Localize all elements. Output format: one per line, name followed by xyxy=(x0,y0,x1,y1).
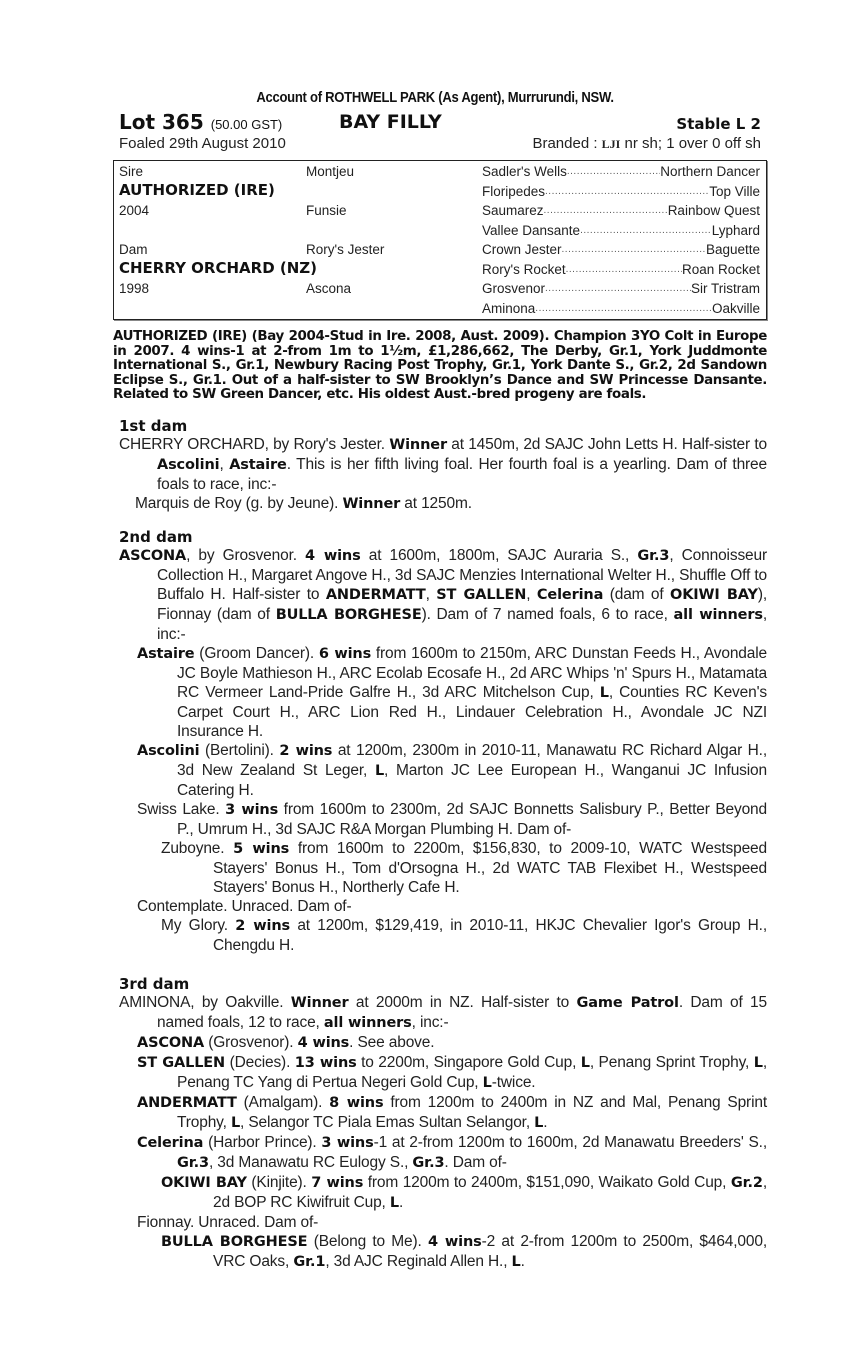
text-run: ). Dam of 7 named foals, 6 to race, xyxy=(421,605,674,623)
gp-left: Vallee Dansante xyxy=(482,222,581,238)
bold-text-run: Gr.2 xyxy=(730,1174,763,1191)
text-run: ), Fionnay (dam of xyxy=(157,585,767,623)
sire-sire: Montjeu xyxy=(306,164,355,179)
progeny-entry-bulla-borghese xyxy=(113,1232,767,1272)
sire-name: AUTHORIZED (IRE) xyxy=(119,181,275,199)
brand-mark: LJI xyxy=(601,137,621,151)
bold-text-run: BULLA BORGHESE xyxy=(161,1233,308,1250)
progeny-entry-celerina xyxy=(113,1133,767,1173)
progeny-entry-zuboyne xyxy=(113,839,767,897)
grandparent-row xyxy=(482,240,760,260)
bold-text-run: L xyxy=(599,684,609,701)
text-run: , xyxy=(219,455,230,473)
text-run: , xyxy=(425,585,437,603)
lot-number xyxy=(119,110,282,137)
sire-label: Sire xyxy=(119,164,144,179)
leader-dots xyxy=(567,162,660,182)
gp-left: Crown Jester xyxy=(482,242,562,257)
bold-text-run: Gr.1 xyxy=(293,1253,326,1270)
bold-text-run: 3 wins xyxy=(225,801,279,818)
bold-text-run: all winners xyxy=(673,606,763,623)
progeny-entry-okiwi-bay xyxy=(113,1173,767,1213)
text-run: . Dam of- xyxy=(444,1153,507,1171)
second-dam-paragraph xyxy=(113,546,767,644)
text-run: , Penang Sprint Trophy, xyxy=(589,1053,754,1071)
text-run: , 3d Manawatu RC Eulogy S., xyxy=(208,1153,413,1171)
leader-dots xyxy=(580,221,712,241)
bold-text-run: all winners xyxy=(323,1014,412,1031)
stable-location: Stable L 2 xyxy=(676,115,761,133)
leader-dots xyxy=(544,201,668,221)
text-run: , inc:- xyxy=(157,605,767,643)
text-run: , 3d AJC Reginald Allen H., xyxy=(325,1252,512,1270)
vendor-account: Account of ROTHWELL PARK (As Agent), Murrurundi, NSW. xyxy=(256,90,614,106)
text-run: Marquis de Roy (g. by Jeune). xyxy=(135,494,343,512)
bold-text-run: ST GALLEN xyxy=(436,586,527,603)
text-run: (Kinjite). xyxy=(246,1173,312,1191)
text-run: at 1600m, 1800m, SAJC Auraria S., xyxy=(360,546,638,564)
sire-summary: AUTHORIZED (IRE) (Bay 2004-Stud in Ire. 2008, Aust. 2009). Champion 3YO Colt in Europe in 2007. 4 wins-1 at 2-from 1m to 1½m, £1,286,662, The Derby, Gr.1, York Juddmonte International S., Gr.1, Newbury Racing Post Trophy, Gr.1, York Dante S., Gr.2, 2d Sandown Eclipse S., Gr.1. Out of a half-sister to SW Brooklyn’s Dance and SW Princesse Dansante. Related to SW Green Dancer, etc. His oldest Aust.-bred progeny are foals. xyxy=(113,329,767,402)
catalogue-page xyxy=(113,88,767,1272)
text-run: My Glory. xyxy=(161,916,236,934)
text-run: Swiss Lake. xyxy=(137,800,226,818)
gp-left: Floripedes xyxy=(482,183,546,199)
lot-header xyxy=(113,110,767,134)
text-run: . xyxy=(543,1113,548,1131)
text-run: -twice. xyxy=(491,1073,536,1091)
text-run: , Penang TC Yang di Pertua Negeri Gold Cup, xyxy=(177,1053,767,1091)
third-dam-heading: 3rd dam xyxy=(119,974,190,993)
progeny-entry-contemplate: Contemplate. Unraced. Dam of- xyxy=(137,897,352,915)
bold-text-run: ASCONA xyxy=(119,547,187,564)
text-run: . This is her fifth living foal. Her fourth foal is a yearling. Dam of three foals to race, inc:- xyxy=(157,455,767,493)
text-run: Zuboyne. xyxy=(161,839,234,857)
gp-left: Aminona xyxy=(482,300,536,316)
text-run: (Decies). xyxy=(225,1053,295,1071)
text-run: at 1200m, 2300m in 2010-11, Manawatu RC Richard Algar H., 3d New Zealand St Leger, xyxy=(177,741,767,779)
bold-text-run: OKIWI BAY xyxy=(670,586,758,603)
bold-text-run: OKIWI BAY xyxy=(161,1174,247,1191)
bold-text-run: 2 wins xyxy=(235,917,290,934)
gst: (50.00 GST) xyxy=(210,117,283,132)
text-run: to 2200m, Singapore Gold Cup, xyxy=(356,1053,581,1071)
text-run: , inc:- xyxy=(411,1013,449,1031)
text-run: , Connoisseur Collection H., Margaret Angove H., 3d SAJC Menzies International Welter H., Shuffle Off to Buffalo H. Half-sister to xyxy=(157,546,768,603)
gp-right: Roan Rocket xyxy=(681,261,760,277)
bold-text-run: Ascolini xyxy=(157,456,220,473)
bold-text-run: 4 wins xyxy=(305,547,361,564)
bold-text-run: 6 wins xyxy=(318,645,372,662)
text-run: from 1200m to 2400m in NZ and Mal, Penang Sprint Trophy, xyxy=(177,1093,767,1131)
dam-label: Dam xyxy=(119,242,148,257)
bold-text-run: L xyxy=(482,1074,492,1091)
grandparent-row xyxy=(482,221,760,241)
text-run: , Marton JC Lee European H., Wanganui JC Infusion Catering H. xyxy=(177,761,767,799)
bold-text-run: 2 wins xyxy=(279,742,333,759)
gp-right: Top Ville xyxy=(709,183,760,199)
grandparent-row xyxy=(482,260,760,280)
bold-text-run: L xyxy=(389,1194,399,1211)
text-run: from 1600m to 2300m, 2d SAJC Bonnetts Salisbury P., Better Beyond P., Umrum H., 3d SAJC R&A Morgan Plumbing H. Dam of- xyxy=(177,800,767,838)
leader-dots xyxy=(562,240,706,260)
text-run: (Amalgam). xyxy=(236,1093,330,1111)
brand-info xyxy=(532,134,761,154)
text-run: , Selangor TC Piala Emas Sultan Selangor, xyxy=(240,1113,535,1131)
progeny-entry-fionnay: Fionnay. Unraced. Dam of- xyxy=(137,1213,319,1231)
bold-text-run: BULLA BORGHESE xyxy=(275,606,422,623)
bold-text-run: Winner xyxy=(389,436,447,453)
leader-dots xyxy=(545,279,691,299)
text-run: (Grosvenor). xyxy=(204,1033,298,1051)
pedigree-table xyxy=(113,160,767,320)
bold-text-run: Gr.3 xyxy=(177,1154,209,1171)
text-run: CHERRY ORCHARD, by Rory's Jester. xyxy=(119,435,390,453)
gp-right: Baguette xyxy=(705,242,760,257)
bold-text-run: 13 wins xyxy=(294,1054,357,1071)
text-run: at 1200m, $129,419, in 2010-11, HKJC Chevalier Igor's Group H., Chengdu H. xyxy=(213,916,767,954)
text-run: . xyxy=(520,1252,525,1270)
progeny-entry-swiss-lake xyxy=(113,800,767,839)
text-run: at 1450m, 2d SAJC John Letts H. Half-sister to xyxy=(446,435,767,453)
progeny-entry xyxy=(113,494,767,514)
bold-text-run: 3 wins xyxy=(321,1134,374,1151)
text-run: -1 at 2-from 1200m to 1600m, 2d Manawatu Breeders' S., xyxy=(373,1133,767,1151)
text-run: (Harbor Prince). xyxy=(203,1133,322,1151)
grandparent-row xyxy=(482,299,760,319)
grandparent-row xyxy=(482,162,760,182)
text-run: , Counties RC Keven's Carpet Court H., ARC Lion Red H., Lindauer Celebration H., Avondale JC NZI Insurance H. xyxy=(177,683,767,740)
sire-year: 2004 xyxy=(119,203,150,218)
progeny-entry-ascolini xyxy=(113,741,767,800)
gp-right: Oakville xyxy=(711,300,760,316)
gp-right: Northern Dancer xyxy=(660,164,760,179)
gp-left: Saumarez xyxy=(482,203,544,218)
bold-text-run: 5 wins xyxy=(233,840,290,857)
text-run: from 1600m to 2200m, $156,830, to 2009-10, WATC Westspeed Stayers' Bonus H., Tom d'Orsogna H., 2d WATC TAB Flexibet H., Westspeed Stayers' Bonus H., Northerly Cafe H. xyxy=(213,839,767,896)
text-run: , xyxy=(526,585,537,603)
grandparent-row xyxy=(482,279,760,299)
bold-text-run: L xyxy=(534,1114,544,1131)
bold-text-run: Game Patrol xyxy=(576,994,679,1011)
first-dam-heading: 1st dam xyxy=(119,416,188,435)
bold-text-run: 4 wins xyxy=(427,1233,482,1250)
dam-name: CHERRY ORCHARD (NZ) xyxy=(119,259,318,277)
dam-sire: Rory's Jester xyxy=(306,242,385,257)
bold-text-run: L xyxy=(753,1054,763,1071)
progeny-entry-st-gallen xyxy=(113,1053,767,1093)
bold-text-run: L xyxy=(511,1253,521,1270)
foal-info xyxy=(113,134,767,154)
bold-text-run: ASCONA xyxy=(137,1034,205,1051)
branded-detail: nr sh; 1 over 0 off sh xyxy=(620,135,761,152)
bold-text-run: L xyxy=(580,1054,590,1071)
text-run: (Groom Dancer). xyxy=(194,644,319,662)
bold-text-run: 8 wins xyxy=(329,1094,384,1111)
bold-text-run: ANDERMATT xyxy=(137,1094,237,1111)
gp-left: Rory's Rocket xyxy=(482,261,566,277)
leader-dots xyxy=(566,260,682,280)
text-run: at 1250m. xyxy=(400,494,472,512)
grandparent-row xyxy=(482,201,760,221)
gp-right: Sir Tristram xyxy=(691,281,760,296)
gp-left: Grosvenor xyxy=(482,281,546,296)
text-run: (dam of xyxy=(603,585,671,603)
second-dam-heading: 2nd dam xyxy=(119,527,193,546)
bold-text-run: ANDERMATT xyxy=(325,586,426,603)
bold-text-run: Celerina xyxy=(536,586,604,603)
bold-text-run: ST GALLEN xyxy=(137,1054,226,1071)
bold-text-run: L xyxy=(230,1114,241,1131)
bold-text-run: 4 wins xyxy=(297,1034,350,1051)
gp-right: Lyphard xyxy=(711,222,760,238)
dam-year: 1998 xyxy=(119,281,150,296)
first-dam-section xyxy=(113,417,767,514)
text-run: . See above. xyxy=(349,1033,435,1051)
text-run: , by Grosvenor. xyxy=(186,546,306,564)
second-dam-section xyxy=(113,528,767,955)
lot-label: Lot 365 xyxy=(119,110,204,134)
text-run: AMINONA, by Oakville. xyxy=(119,993,291,1011)
bold-text-run: Ascolini xyxy=(137,742,200,759)
leader-dots xyxy=(545,182,709,202)
bold-text-run: L xyxy=(374,762,385,779)
dam-dam: Ascona xyxy=(306,281,352,296)
text-run: . xyxy=(398,1193,404,1211)
third-dam-section xyxy=(113,975,767,1272)
text-run: (Bertolini). xyxy=(199,741,280,759)
text-run: from 1600m to 2150m, ARC Dunstan Feeds H., Avondale JC Boyle Mathieson H., ARC Ecolab Ecosafe H., 2d ARC Whips 'n' Spurs H., Matamata RC Vermeer Land-Pride Galfre H., 3d ARC Mitchelson Cup, xyxy=(177,644,768,701)
horse-sex-color: BAY FILLY xyxy=(339,111,442,133)
text-run: from 1200m to 2400m, $151,090, Waikato Gold Cup, xyxy=(363,1173,731,1191)
grandparent-row xyxy=(482,182,760,202)
bold-text-run: Winner xyxy=(342,495,401,512)
third-dam-paragraph xyxy=(113,993,767,1033)
first-dam-paragraph xyxy=(113,435,767,494)
progeny-entry-astaire xyxy=(113,644,767,741)
text-run: (Belong to Me). xyxy=(307,1232,428,1250)
text-run: at 2000m in NZ. Half-sister to xyxy=(348,993,577,1011)
text-run: -2 at 2-from 1200m to 2500m, $464,000, VRC Oaks, xyxy=(213,1232,768,1270)
gp-left: Sadler's Wells xyxy=(482,164,567,179)
bold-text-run: 7 wins xyxy=(311,1174,364,1191)
sire-dam: Funsie xyxy=(306,203,347,218)
bold-text-run: Celerina xyxy=(137,1134,204,1151)
text-run: . Dam of 15 named foals, 12 to race, xyxy=(157,993,767,1031)
bold-text-run: Astaire xyxy=(229,456,287,473)
bold-text-run: Astaire xyxy=(137,645,195,662)
bold-text-run: Gr.3 xyxy=(637,547,670,564)
progeny-entry-andermatt xyxy=(113,1093,767,1133)
bold-text-run: Winner xyxy=(290,994,349,1011)
branded-label: Branded : xyxy=(532,135,602,152)
gp-right: Rainbow Quest xyxy=(667,203,760,218)
progeny-entry-my-glory xyxy=(113,916,767,955)
bold-text-run: Gr.3 xyxy=(412,1154,445,1171)
text-run: , 2d BOP RC Kiwifruit Cup, xyxy=(213,1173,767,1211)
foaled-date: Foaled 29th August 2010 xyxy=(119,135,286,152)
progeny-entry-ascona xyxy=(113,1033,767,1053)
leader-dots xyxy=(535,299,712,319)
